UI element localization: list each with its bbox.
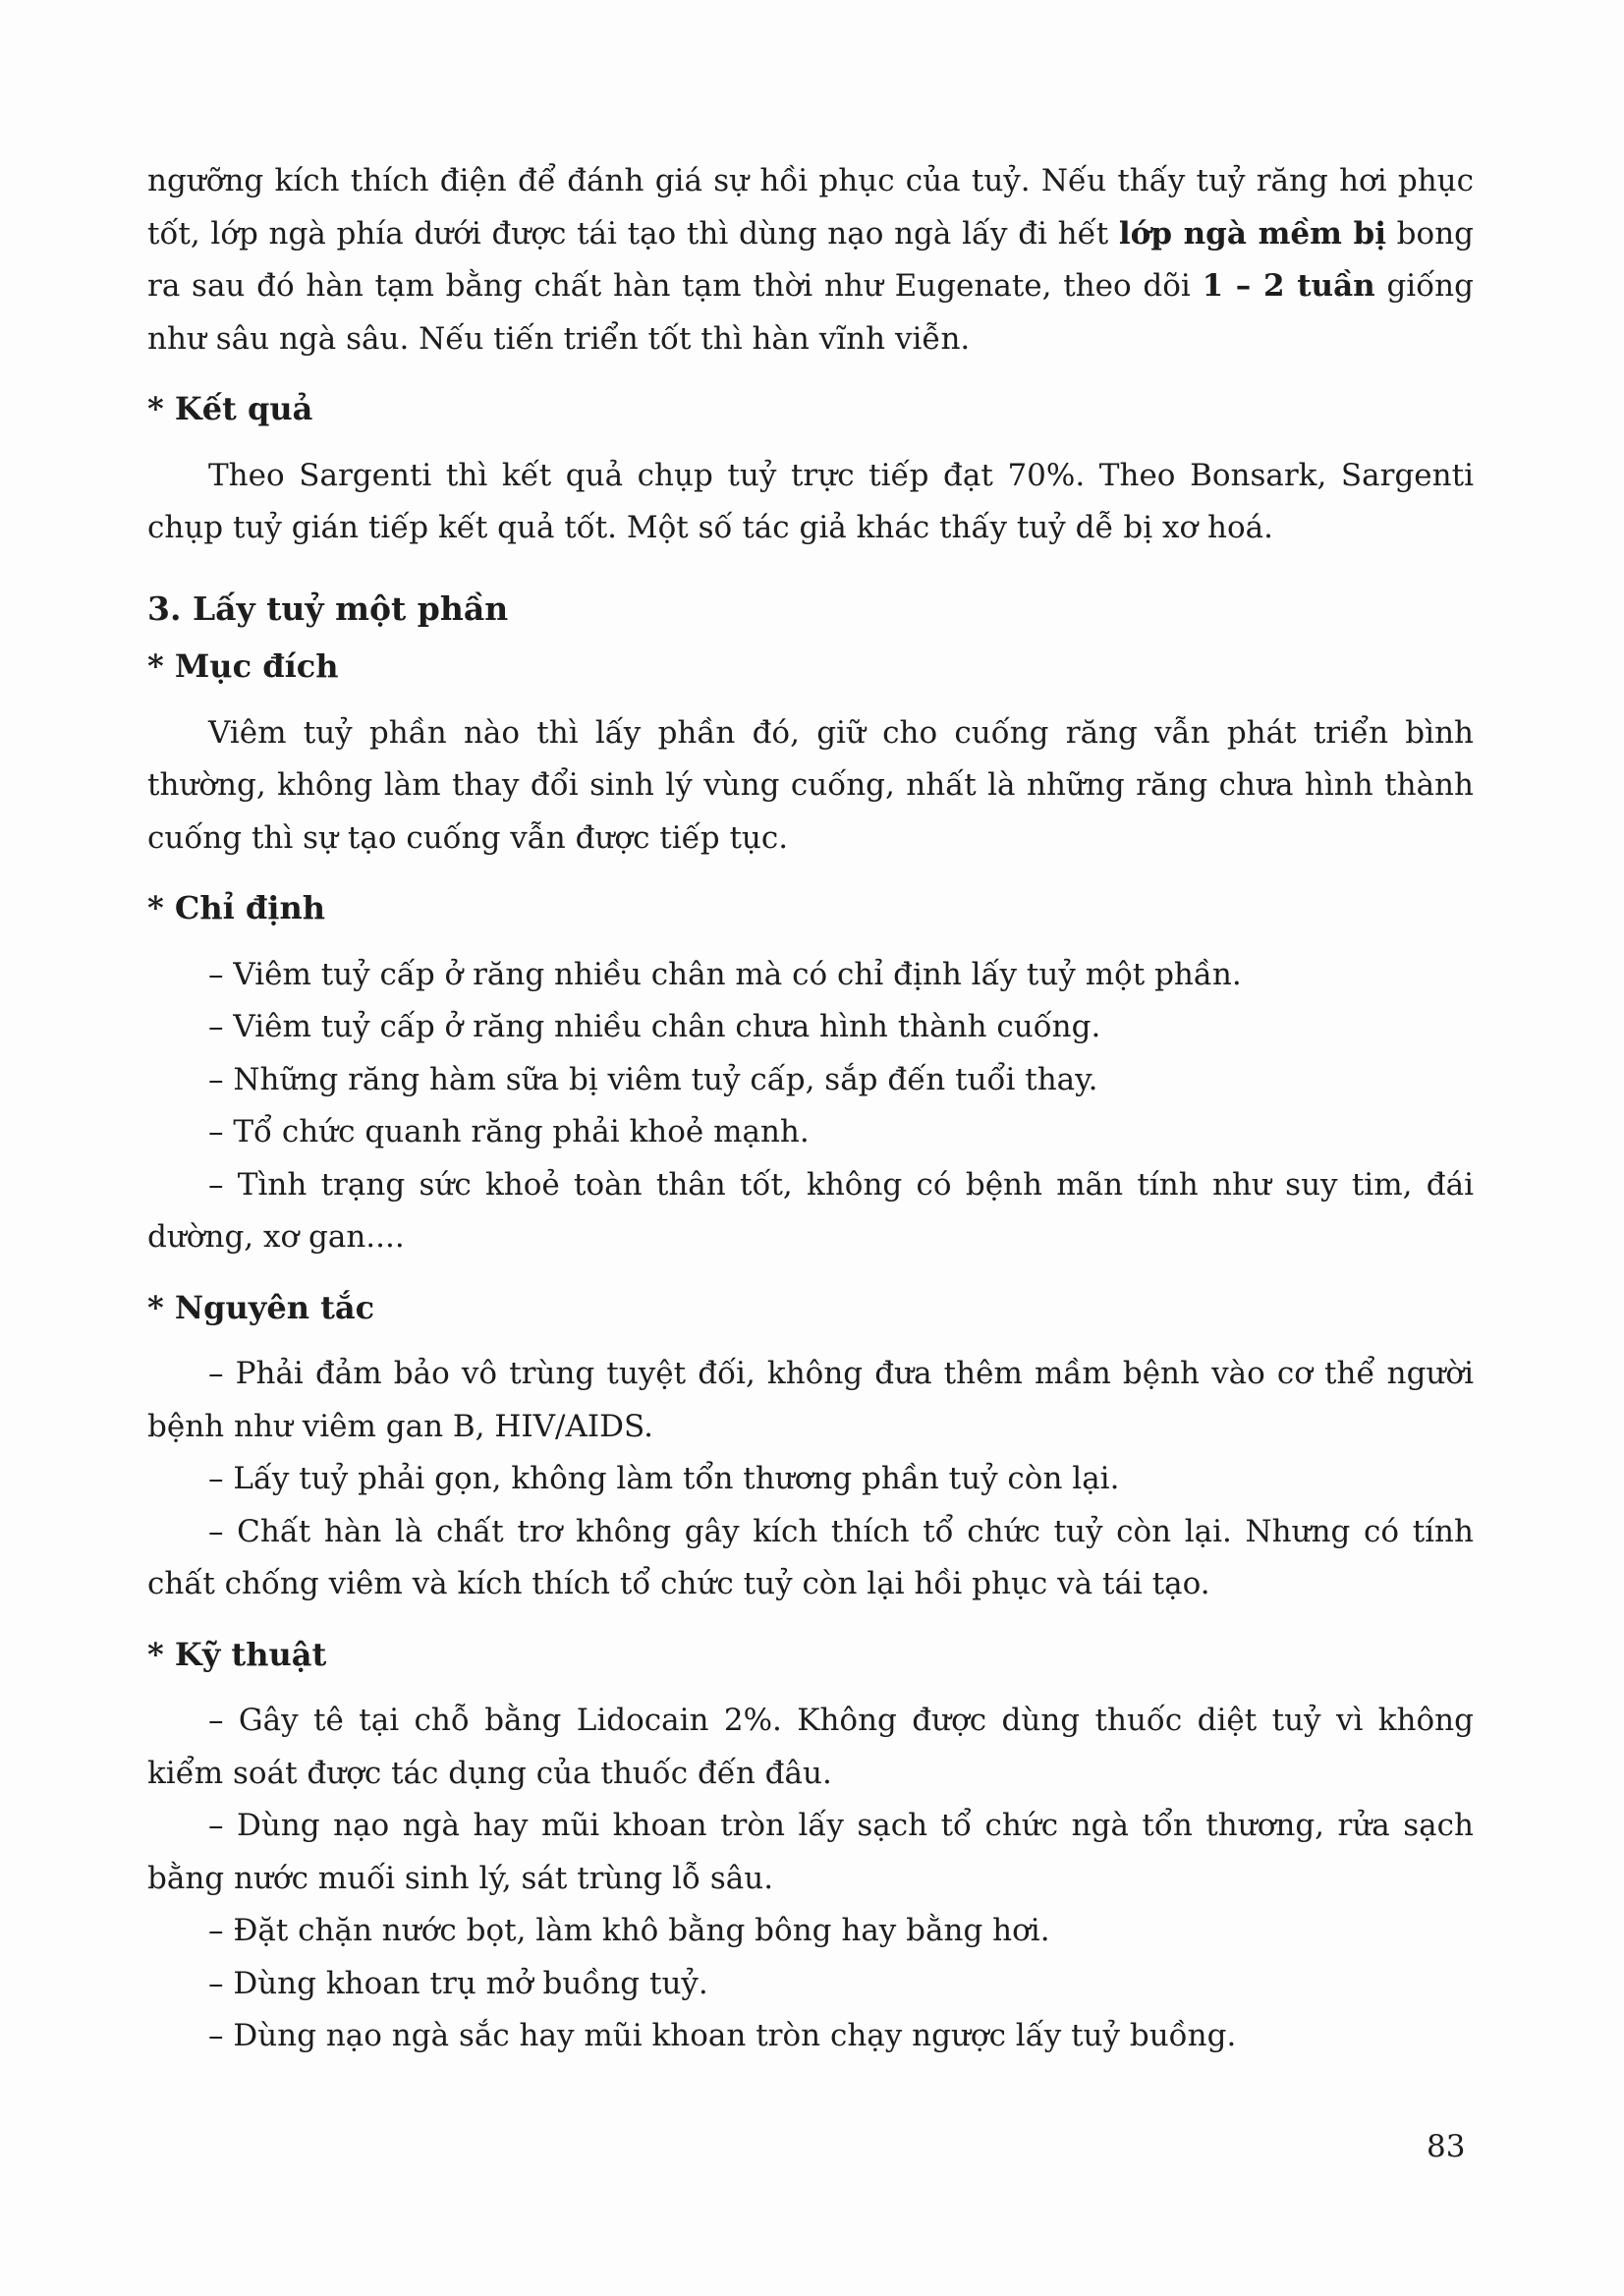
top-paragraph <box>147 155 1474 365</box>
bold-text: 1 – 2 tuần <box>1202 268 1375 304</box>
list-item: – Đặt chặn nước bọt, làm khô bằng bông hay bằng hơi. <box>208 1913 1050 1948</box>
page-number: 83 <box>1427 2129 1466 2164</box>
list-item: – Những răng hàm sữa bị viêm tuỷ cấp, sắp đến tuổi thay. <box>208 1061 1098 1097</box>
bold-text: lớp ngà mềm bị <box>1118 215 1386 252</box>
ket-qua-text: Theo Sargenti thì kết quả chụp tuỷ trực tiếp đạt 70%. Theo Bonsark, Sargenti chụp tuỷ gián tiếp kết quả tốt. Một số tác giả khác thấy tuỷ dễ bị xơ hoá. <box>147 457 1474 545</box>
page-content <box>147 155 1474 2063</box>
text-span: giống như sâu ngà sâu. Nếu tiến triển tốt thì hàn vĩnh viễn. <box>147 268 1474 357</box>
list-item: – Lấy tuỷ phải gọn, không làm tổn thương phần tuỷ còn lại. <box>208 1461 1120 1496</box>
heading-ky-thuat: * Kỹ thuật <box>147 1635 327 1673</box>
list-item: – Dùng khoan trụ mở buồng tuỷ. <box>208 1965 708 2001</box>
list-item: – Chất hàn là chất trơ không gây kích thích tổ chức tuỷ còn lại. Nhưng có tính chất chống viêm và kích thích tổ chức tuỷ còn lại hồi phục và tái tạo. <box>147 1513 1474 1601</box>
text-span: ngưỡng kích thích điện để đánh giá sự hồi phục của tuỷ. Nếu thấy tuỷ răng hơi phục tốt, lớp ngà phía dưới được tái tạo thì dùng nạo ngà lấy đi hết <box>147 163 1474 252</box>
list-item: – Tổ chức quanh răng phải khoẻ mạnh. <box>208 1114 810 1149</box>
heading-chi-dinh: * Chỉ định <box>147 889 325 926</box>
muc-dich-text: Viêm tuỷ phần nào thì lấy phần đó, giữ cho cuống răng vẫn phát triển bình thường, không làm thay đổi sinh lý vùng cuống, nhất là những răng chưa hình thành cuống thì sự tạo cuống vẫn được tiếp tục. <box>147 714 1474 856</box>
list-item: – Phải đảm bảo vô trùng tuyệt đối, không đưa thêm mầm bệnh vào cơ thể người bệnh như viêm gan B, HIV/AIDS. <box>147 1356 1474 1444</box>
heading-nguyen-tac: * Nguyên tắc <box>147 1288 375 1326</box>
heading-ket-qua: * Kết quả <box>147 390 313 427</box>
section-title: 3. Lấy tuỷ một phần <box>147 588 509 628</box>
list-item: – Gây tê tại chỗ bằng Lidocain 2%. Không được dùng thuốc diệt tuỷ vì không kiểm soát được tác dụng của thuốc đến đâu. <box>147 1703 1474 1791</box>
list-item: – Tình trạng sức khoẻ toàn thân tốt, không có bệnh mãn tính như suy tim, đái dường, xơ gan.... <box>147 1166 1474 1255</box>
text-span: bong ra sau đó hàn tạm bằng chất hàn tạm thời như Eugenate, theo dõi <box>147 215 1475 304</box>
list-item: – Viêm tuỷ cấp ở răng nhiều chân chưa hình thành cuống. <box>208 1009 1101 1044</box>
list-item: – Dùng nạo ngà hay mũi khoan tròn lấy sạch tổ chức ngà tổn thương, rửa sạch bằng nước muối sinh lý, sát trùng lỗ sâu. <box>147 1808 1474 1896</box>
heading-muc-dich: * Mục đích <box>147 647 339 685</box>
list-item: – Dùng nạo ngà sắc hay mũi khoan tròn chạy ngược lấy tuỷ buồng. <box>208 2018 1237 2053</box>
list-item: – Viêm tuỷ cấp ở răng nhiều chân mà có chỉ định lấy tuỷ một phần. <box>208 956 1242 992</box>
